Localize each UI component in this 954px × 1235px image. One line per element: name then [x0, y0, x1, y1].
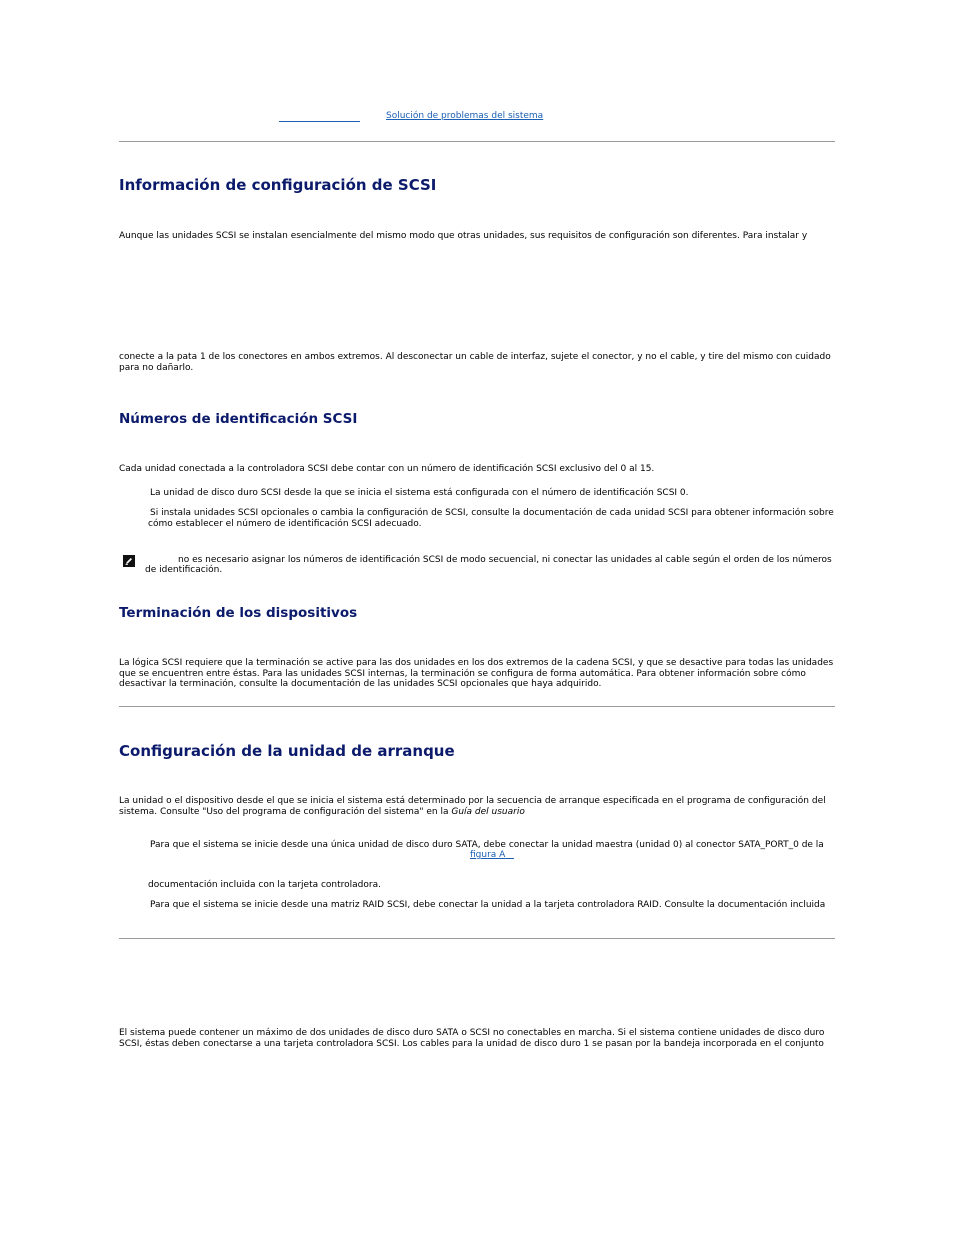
- previous-link[interactable]: [279, 110, 360, 122]
- divider-middle: [119, 706, 835, 707]
- hdd-paragraph: El sistema puede contener un máximo de dos unidades de disco duro SATA o SCSI no conectables en marcha. Si el sistema contiene unidades de disco duro SCSI, éstas deben conectarse a una tarjeta controladora SCSI. Los cables para la unidad de disco duro 1 se pasan por la bandeja incorporada en el conjunto: [119, 1028, 825, 1049]
- scsi-cable-paragraph: conecte a la pata 1 de los conectores en ambos extremos. Al desconectar un cable de interfaz, sujete el conector, y no el cable, y tire del mismo con cuidado para no dañarlo.: [119, 352, 831, 373]
- section-title-scsi-config: Información de configuración de SCSI: [119, 176, 437, 194]
- scsi-ids-note-line-1: no es necesario asignar los números de identificación SCSI de modo secuencial, ni conectar las unidades al cable según el orden de los números: [178, 555, 832, 565]
- boot-paragraph-text: La unidad o el dispositivo desde el que se inicia el sistema está determinado por la secuencia de arranque especificada en el programa de configuración del sistema. Consulte "Uso del programa de configuración del sistema" en la: [119, 796, 826, 817]
- termination-paragraph: La lógica SCSI requiere que la terminación se active para las dos unidades en los dos extremos de la cadena SCSI, y que se desactive para todas las unidades que se encuentren entre éstas. Para las unidades SCSI internas, la terminación se configura de forma automática. Para obtener información sobre cómo desactivar la terminación, consulte la documentación de las unidades SCSI opcionales que haya adquirido.: [119, 658, 834, 689]
- section-title-termination: Terminación de los dispositivos: [119, 605, 358, 621]
- user-guide-title: Guía del usuario: [451, 806, 525, 817]
- section-title-boot-drive: Configuración de la unidad de arranque: [119, 742, 455, 760]
- scsi-ids-note-line-2: de identificación.: [145, 565, 223, 575]
- boot-bullet-2: Para que el sistema se inicie desde una matriz RAID SCSI, debe conectar la unidad a la tarjeta controladora RAID. Consulte la documentación incluida: [150, 900, 826, 910]
- figure-a-link-text: figura A: [470, 850, 506, 860]
- top-nav: [279, 110, 679, 124]
- section-title-scsi-ids: Números de identificación SCSI: [119, 411, 358, 427]
- scsi-ids-bullet-1: La unidad de disco duro SCSI desde la que se inicia el sistema está configurada con el número de identificación SCSI 0.: [150, 488, 689, 498]
- boot-doc-line: documentación incluida con la tarjeta controladora.: [148, 880, 381, 890]
- note-icon: [123, 555, 135, 567]
- scsi-ids-bullet-2: Si instala unidades SCSI opcionales o cambia la configuración de SCSI, consulte la documentación de cada unidad SCSI para obtener información sobre cómo establecer el número de identificación SCSI adecuado.: [148, 508, 834, 529]
- boot-paragraph: [119, 796, 835, 817]
- divider-top: [119, 141, 835, 142]
- figure-a-link[interactable]: [470, 850, 514, 860]
- boot-bullet-1: Para que el sistema se inicie desde una única unidad de disco duro SATA, debe conectar la unidad maestra (unidad 0) al conector SATA_PORT_0 de la: [150, 840, 824, 850]
- scsi-intro-paragraph: Aunque las unidades SCSI se instalan esencialmente del mismo modo que otras unidades, sus requisitos de configuración son diferentes. Para instalar y: [119, 231, 808, 241]
- scsi-ids-paragraph: Cada unidad conectada a la controladora SCSI debe contar con un número de identificación SCSI exclusivo del 0 al 15.: [119, 464, 655, 474]
- troubleshooting-link[interactable]: Solución de problemas del sistema: [386, 111, 544, 121]
- divider-bottom: [119, 938, 835, 939]
